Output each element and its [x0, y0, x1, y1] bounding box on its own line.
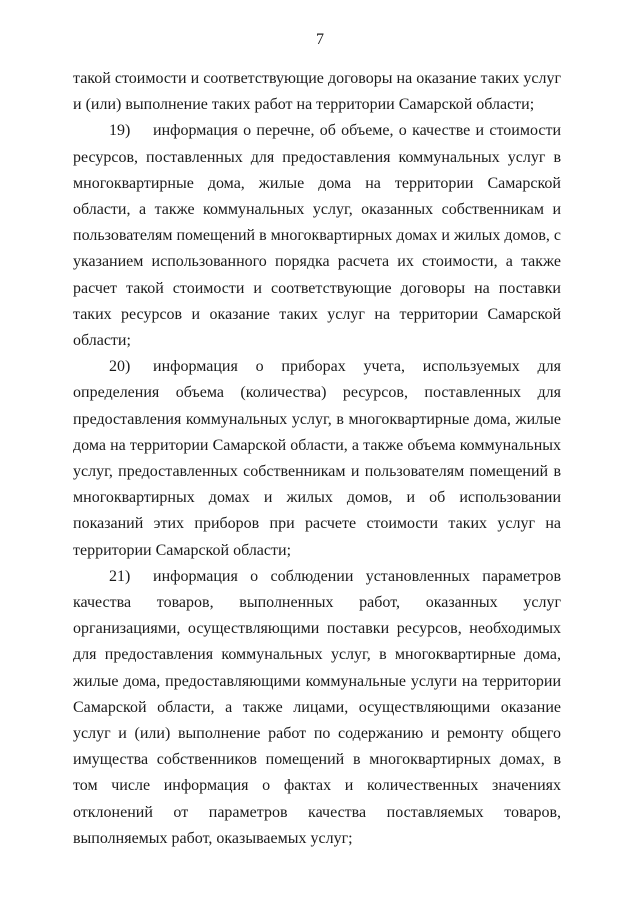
list-item-21 — [73, 564, 561, 852]
page-number: 7 — [316, 31, 324, 48]
document-body — [73, 66, 561, 852]
list-item-19 — [73, 118, 561, 354]
list-item-text: информация о перечне, об объеме, о качестве и стоимости ресурсов, поставленных для предоставления коммунальных услуг в многоквартирные дома, жилые дома на территории Самарской области, а также коммунальных услуг, оказанных собственникам и пользователям помещений в многоквартирных домах и жилых домов, с указанием использованного порядка расчета их стоимости, а также расчет такой стоимости и соответствующие договоры на поставки таких ресурсов и оказание таких услуг на территории Самарской области; — [73, 122, 561, 350]
list-item-number: 21) — [109, 567, 131, 585]
list-item-text: информация о соблюдении установленных параметров качества товаров, выполненных работ, оказанных услуг организациями, осуществляющими поставки ресурсов, необходимых для предоставления коммунальных услуг, в многоквартирные дома, жилые дома, предоставляющими коммунальные услуги на территории Самарской области, а также лицами, осуществляющими оказание услуг и (или) выполнение работ по содержанию и ремонту общего имущества собственников помещений в многоквартирных домах, в том числе информация о фактах и количественных значениях отклонений от параметров качества поставляемых товаров, выполняемых работ, оказываемых услуг; — [73, 567, 561, 847]
list-item-number: 19) — [109, 122, 131, 140]
list-item-text: информация о приборах учета, используемых для определения объема (количества) ресурсов, поставленных для предоставления коммунальных услуг, в многоквартирные дома, жилые дома на территории Самарской области, а также объема коммунальных услуг, предоставленных собственникам и пользователям помещений в многоквартирных домах и жилых домов, и об использовании показаний этих приборов при расчете стоимости таких услуг на территории Самарской области; — [73, 358, 561, 559]
list-item-number: 20) — [109, 358, 131, 376]
paragraph-continuation: такой стоимости и соответствующие договоры на оказание таких услуг и (или) выполнение таких работ на территории Самарской области; — [73, 70, 561, 114]
list-item-20 — [73, 354, 561, 564]
